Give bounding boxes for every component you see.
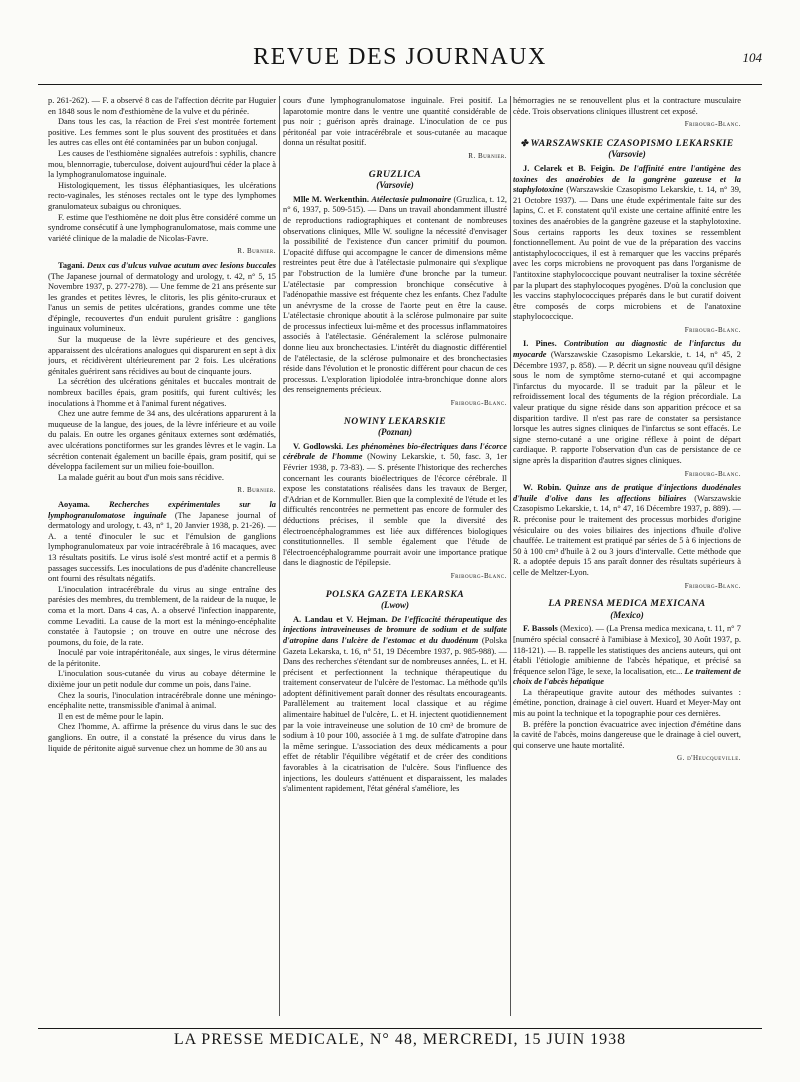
paragraph: Chez la souris, l'inoculation intracérébrale donne une méningo-encéphalite nette, transmissible d'animal à animal. — [48, 690, 276, 711]
column-separator — [510, 96, 511, 1016]
article-title: Deux cas d'ulcus vulvae acutum avec lesions buccales — [86, 260, 276, 270]
article-author: I. Pines. — [523, 339, 557, 349]
paragraph: hémorragies ne se renouvellent plus et la contracture musculaire cède. Trois observations cliniques illustrent cet exposé. — [513, 96, 741, 116]
article-robin — [513, 483, 741, 578]
author-signature: Fribourg-Blanc. — [684, 325, 741, 334]
paragraph: Sur la muqueuse de la lèvre supérieure et des gencives, apparaissent des ulcérations analogues qui disparurent en sept à dix jours, et récidivèrent ultérieurement par 2 fois. Les ulcérations génitales guérirent sans récidives au bout de cinquante jours. — [48, 335, 276, 376]
paragraph: p. 261-262). — F. a observé 8 cas de l'affection décrite par Huguier en 1848 sous le nom d'esthiomène de la vulve et du périnée. — [48, 96, 276, 116]
column-separator — [279, 96, 280, 1016]
article-bassols — [513, 624, 741, 688]
article-title: De l'affinité entre l'antigène des toxines des anaérobies de la gangrène gazeuse et la staphylotoxine — [513, 163, 741, 195]
journal-city: (Lwow) — [381, 600, 409, 611]
article-title: Les phénomènes bio-électriques dans l'écorce cérébrale de l'homme — [283, 441, 507, 462]
article-landau-hejman — [283, 615, 507, 795]
article-author: Mlle M. Werkenthin. — [293, 194, 369, 204]
author-signature: R. Burnier. — [237, 486, 276, 495]
article-reference: (The Japanese journal of dermatology and urology, t. 43, n° 1, 20 Janvier 1938, p. 21-26). — A. a tenté d'inoculer le suc et l'émulsion de ganglions lymphogranulomateux par voie intracérébrale à 16 macaques, avec 13 résultats positifs. Le virus isolé s'est montré actif et a permis 8 passages successifs. Les inoculations de pus d'adénite chancrelleuse ont fourni des résultats négatifs. — [48, 510, 276, 584]
article-aoyama — [48, 500, 276, 585]
article-pines — [513, 339, 741, 466]
page-header — [38, 40, 762, 80]
article-title: Le traitement de choix de l'abcès hépatique — [513, 666, 741, 687]
article-reference: (Polska Gazeta Lekarska, t. 16, n° 51, 19 Décembre 1937, p. 985-988). — Dans des recherches s'étendant sur de nombreuses années, L. et H. précisent et perfectionnent la technique thérapeutique du traitement conservateur de l'ulcère de l'estomac. La méthode qu'ils adoptent définitivement paraît donner des résultats encourageants. Parallèlement au traitement local classique et au régime alimentaire habituel de l'ulcère, L. et H. injectent quotidiennement par la voie intraveineuse une solution de 10 cm³ de bromure de sodium à 10 pour 100, associée à 1 mg. de sulfate d'atropine dans la même seringue. L'association des deux médicaments a pour effet de rétablir l'équilibre végétatif et de créer des conditions favorables à la cicatrisation de l'ulcère. Sous l'influence des injections, les douleurs s'atténuent et disparaissent, les malades s'alimentent rapidement, l'état général s'améliore, les — [283, 635, 507, 794]
article-author: A. Landau et V. Hejman. — [293, 614, 388, 624]
paragraph: Inoculé par voie intrapéritonéale, aux singes, le virus détermine de la péritonite. — [48, 648, 276, 668]
article-author: Aoyama. — [58, 499, 90, 509]
article-reference: (Warszawskie Czasopismo Lekarskie, t. 14, n° 47, 16 Décembre 1937, p. 889). — R. préconise pour le traitement des processus morbides d'origine vésiculaire ou des voies biliaires des injections d'huile d'olive chauffée. Le traitement est pratiqué par séries de 5 à 6 injections de 50 à 100 cm³ d'huile à 2 ou 3 jours d'intervalle. Cette méthode que R. a adoptée depuis 15 ans paraît donner des résultats supérieurs à celle de Meltzer-Lyon. — [513, 493, 741, 577]
author-signature: Fribourg-Blanc. — [684, 469, 741, 478]
article-author: V. Godlowski. — [293, 441, 344, 451]
article-author: W. Robin. — [523, 483, 562, 493]
paragraph: Histologiquement, les tissus éléphantiasiques, les ulcérations recto-vaginales, les sténoses rectales ont le type des lymphomes granulomateux subaigus ou chroniques. — [48, 180, 276, 211]
article-title: Quinze ans de pratique d'injections duodénales d'huile d'olive dans les affections biliaires — [513, 483, 741, 503]
author-signature: Fribourg-Blanc. — [684, 120, 741, 129]
paragraph: La sécrétion des ulcérations génitales et buccales montrait de nombreux bacilles épais, gram positifs, qui furent cultivés; les inoculations à l'homme et à l'animal furent négatives. — [48, 377, 276, 408]
article-author: F. Bassols — [523, 624, 558, 634]
paragraph: Chez l'homme, A. affirme la présence du virus dans le suc des ganglions. En outre, il a constaté la présence du virus dans le liquide de péritonite aiguë survenue chez un homme de 30 ans au — [48, 722, 276, 753]
author-signature: R. Burnier. — [237, 247, 276, 256]
page-footer: LA PRESSE MEDICALE, N° 48, MERCREDI, 15 JUIN 1938 — [173, 1031, 627, 1048]
journal-heading: POLSKA GAZETA LEKARSKA — [325, 588, 465, 600]
page-number: 104 — [742, 50, 762, 65]
article-reference: (The Japanese journal of dermatology and urology, t. 42, n° 5, 15 Novembre 1937, p. 277-278). — Une femme de 21 ans présente sur les grandes et petites lèvres, le clitoris, les plis génito-cruraux et l'anus un semis de petites ulcérations, grandes comme une tête d'épingle, recouvertes d'un enduit purulent grisâtre : ganglions inguinaux volumineux. — [48, 271, 276, 334]
paragraph: F. estime que l'esthiomène ne doit plus être considéré comme un syndrome consécutif à une lymphogranulomatose, mais comme une variété clinique de la maladie de Nicolas-Favre. — [48, 212, 276, 243]
paragraph: La malade guérit au bout d'un mois sans récidive. — [58, 472, 224, 482]
article-tagani — [48, 261, 276, 335]
ornament-icon: ✤ — [520, 137, 529, 148]
journal-heading-text: WARSZAWSKIE CZASOPISMO LEKARSKIE — [530, 137, 734, 149]
article-author: J. Celarek et B. Feigin. — [523, 163, 615, 173]
author-signature: Fribourg-Blanc. — [450, 399, 507, 408]
article-author: Tagani. — [58, 260, 85, 270]
paragraph: Dans tous les cas, la réaction de Frei s'est montrée fortement positive. Les femmes sont le plus souvent des prostituées et dans les autres cas elles ont été contaminées par un bubon conjugal. — [48, 117, 276, 148]
journal-city: (Varsovie) — [608, 149, 646, 160]
article-werkenthin — [283, 195, 507, 396]
article-reference: (Nowiny Lekarskie, t. 50, fasc. 3, 1er Février 1938, p. 73-83). — S. présente l'historique des recherches concernant les courants bioélectriques de l'écorce cérébrale. Il expose les constatations réalisées dans les travaux de Berger, d'Adrian et de Kornmuller. Bien que la complexité de l'étude et les difficultés rencontrées ne permettent pas encore de formuler des déductions précises, il semble que la diversité des électroencéphalogrammes est liée aux différences biologiques constitutionnelles. Il semble également que l'étude de l'électroencéphalogramme pourrait avoir une importance pratique dans le diagnostic de l'épilepsie. — [283, 452, 507, 568]
article-celarek-feigin — [513, 164, 741, 323]
paragraph: Les causes de l'esthiomène signalées autrefois : syphilis, chancre mou, blennorragie, tuberculose, doivent aujourd'hui céder la place à la lymphogranulomatose inguinale. — [48, 148, 276, 180]
article-title: Recherches expérimentales sur la lymphogranulomatose inguinale — [48, 499, 276, 520]
journal-heading — [513, 138, 741, 150]
article-title: Atélectasie pulmonaire — [371, 194, 452, 204]
author-signature: R. Burnier. — [468, 151, 507, 160]
paragraph: L'inoculation sous-cutanée du virus au cobaye détermine le dixième jour un petit nodule dur comme un pois, dans l'aine. — [48, 669, 276, 690]
article-reference: (Warszawskie Czasopismo Lekarskie, t. 14, n° 39, 21 Octobre 1937). — Dans une étude expérimentale faite sur des lapins, C. et F. constatent qu'il existe une certaine affinité entre les toxines des anaérobies de la gangrène gazeuse et la staphylotoxine. Sous certains rapports les deux toxines se ressemblent fonctionnellement. Au point de vue de la préparation des vaccins antistaphylococciques, il est à remarquer que les vaccins préparés avec les corps microbiens ne provoquent pas dans l'organisme de l'antitoxine staphylococcique pouvant neutraliser la toxine sécrétée par la plupart des staphylocoques pyogènes. D'où la conclusion que les vaccins staphylococciques préparés dans le but curatif doivent être composés de corps microbiens et de l'anatoxine staphylococcique. — [513, 185, 741, 322]
journal-heading: LA PRENSA MEDICA MEXICANA — [548, 598, 706, 610]
article-reference: (Gruzlica, t. 12, n° 6, 1937, p. 509-515). — Dans un travail abondamment illustré de reproductions radiographiques et contenant de nombreuses observations cliniques, Mlle W. souligne la nécessité d'envisager la possibilité de l'existence d'un cancer primitif du poumon. L'opacité diffuse qui accompagne le cancer de dimensions même restreintes peut être due à l'atélectasie pulmonaire qui s'explique par l'obstruction de la lumière d'une bronche par la tumeur. L'atélectasie par compression bronchique consécutive à l'adénopathie massive est fréquente chez les enfants. Chez l'adulte un anévrysme de la crosse de l'aorte peut en être la cause. L'atélectasie chronique aboutit à la sclérose pulmonaire par suite de processus infectieux lui-même et des processus inflammatoires associés à l'atélectasie. Généralement la sclérose pulmonaire donne lieu aux bronchectasies. L'intérêt du diagnostic différentiel de l'atélectasie, de la sclérose pulmonaire et des bronchectasies réside dans l'évolution et le pronostic différent pour chacun de ces processus. L'exploration lipiodolée intra-bronchique donne alors des renseignements précieux. — [283, 194, 507, 395]
running-title: REVUE DES JOURNAUX — [253, 44, 547, 70]
article-godlowski — [283, 442, 507, 569]
journal-heading: NOWINY LEKARSKIE — [343, 415, 447, 427]
author-signature: Fribourg-Blanc. — [684, 581, 741, 590]
column-3 — [513, 96, 741, 1016]
column-2 — [283, 96, 507, 1016]
paragraph: B. préfère la ponction évacuatrice avec injection d'émétine dans la cavité de l'abcès, moins dangereuse que le drainage à ciel ouvert, qui conserve une haute mortalité. — [513, 719, 741, 750]
article-reference: (Mexico). — (La Prensa medica mexicana, t. 11, n° 7 [numéro spécial consacré à l'amibiase à Mexico], 30 Août 1937, p. 118-121). — B. rappelle les statistiques des anciens auteurs, qui ont établi l'étiologie amibienne de l'abcès hépatique, et précisé sa fréquence selon l'âge, le sexe, la localisation, etc... — [513, 624, 741, 676]
author-signature: Fribourg-Blanc. — [450, 571, 507, 580]
paragraph: cours d'une lymphogranulomatose inguinale. Frei positif. La laparotomie montre dans le ventre une quantité considérable de pus noir ; guérison après drainage. L'inoculation de ce pus péritonéal par voie intracérébrale et sous-cutanée au macaque donna un résultat positif. — [283, 96, 507, 148]
column-1 — [48, 96, 276, 1016]
journal-heading: GRUZLICA — [368, 168, 422, 180]
header-rule — [38, 84, 762, 85]
journal-city: (Mexico) — [610, 609, 644, 620]
paragraph: L'inoculation intracérébrale du virus au singe entraîne des parésies des membres, du tremblement, de la raideur de la nuque, le coma et la mort. Dans 4 cas, A. a observé l'infection inapparente, comme Levaditi. La cause de la mort est la méningo-encéphalite constatée à l'autopsie ; on trouve en outre une nécrose des poumons, du foie, de la rate. — [48, 584, 276, 647]
article-title: De l'efficacité thérapeutique des injections intraveineuses de bromure de sodium et de sulfate d'atropine dans l'ulcère de l'estomac et du duodénum — [283, 614, 507, 645]
paragraph: Chez une autre femme de 34 ans, des ulcérations apparurent à la muqueuse de la langue, des joues, de la lèvre inférieure et au voile du palais. En outre les organes génitaux externes sont œdématiés, avec ulcérations ponctiformes sur les grandes lèvres et le vagin. La sécrétion contenait également un bacille épais, gram positif, qui se développa facilement sur un milieu foie-bouillon. — [48, 409, 276, 472]
article-reference: (Warszawskie Czasopismo Lekarskie, t. 14, n° 45, 2 Décembre 1937, p. 858). — P. décrit un signe nouveau qu'il désigne sous le nom de symptôme sterno-cutané et qui accompagne l'infarctus du myocarde. Il se traduit par la pâleur et le refroidissement local des téguments de la région précordiale. La valeur pratique du signe réside dans son apparition précoce et sa disparition tardive. Il n'est pas rare de constater sa persistance lorsque les autres signes cliniques de l'infarctus se sont effacés. Le signe sterno-cutané a une origine réflexe à point de départ cardiaque. P. rapporte l'observation d'un cas de persistance de ce signe après la disparition d'autres signes cliniques. — [513, 350, 741, 465]
paragraph: La thérapeutique gravite autour des méthodes suivantes : émétine, ponction, drainage à ciel ouvert. Huard et Meyer-May ont mis au point la technique et la topographie pour ces dernières. — [513, 687, 741, 719]
paragraph: Il en est de même pour le lapin. — [58, 711, 164, 721]
article-title: Contribution au diagnostic de l'infarctus du myocarde — [513, 339, 741, 360]
journal-city: (Varsovie) — [376, 180, 414, 191]
author-signature: G. d'Heucqueville. — [677, 754, 741, 763]
footer-rule — [38, 1028, 762, 1029]
journal-city: (Poznan) — [377, 427, 412, 438]
